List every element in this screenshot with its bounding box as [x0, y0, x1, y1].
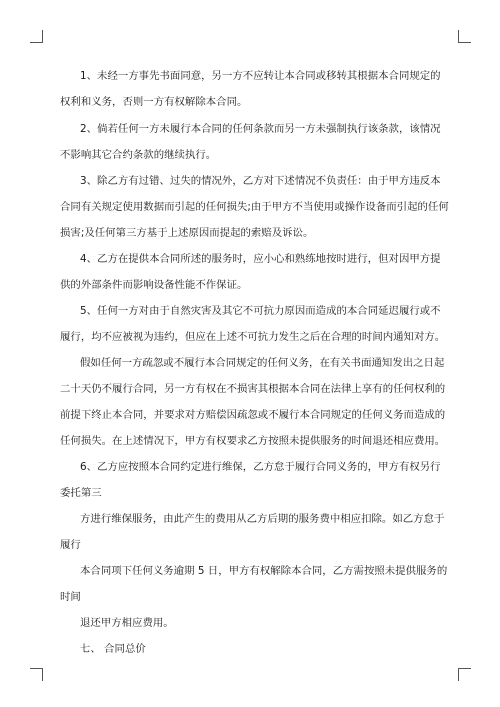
section-heading: 七、 合同总价: [80, 643, 146, 655]
text-line: 不影响其它合约条款的继续执行。: [60, 149, 217, 161]
text-line: 履行，均不应被视为违约，但应在上述不可抗力发生之后在合理的时间内通知对方。: [60, 331, 446, 343]
text-line: 4、乙方在提供本合同所述的服务时，应小心和熟练地按时进行，但对因甲方提: [80, 253, 441, 265]
text-line: 1、未经一方事先书面同意，另一方不应转让本合同或移转其根据本合同规定的: [80, 70, 441, 82]
text-line: 本合同项下任何义务逾期 5 日，甲方有权解除本合同，乙方需按照未提供服务的: [80, 565, 448, 577]
text-line: 3、除乙方有过错、过失的情况外，乙方对下述情况不负责任：由于甲方违反本: [80, 175, 441, 187]
text-line: 假如任何一方疏忽或不履行本合同规定的任何义务，在有关书面通知发出之日起: [80, 357, 445, 369]
crop-mark-top-right: [458, 30, 471, 43]
text-line: 供的外部条件而影响设备性能不作保证。: [60, 279, 248, 291]
text-line: 损害;及任何第三方基于上述原因而提起的索赔及诉讼。: [60, 227, 314, 239]
text-line: 合同有关规定使用数据而引起的任何损失;由于甲方不当使用或操作设备而引起的任何: [60, 201, 449, 213]
text-line: 2、倘若任何一方未履行本合同的任何条款而另一方未强制执行该条款，该情况: [80, 123, 441, 135]
text-line: 委托第三: [60, 487, 102, 499]
text-line: 任何损失。在上述情况下，甲方有权要求乙方按照未提供服务的时间退还相应费用。: [60, 435, 446, 447]
text-line: 履行: [60, 539, 81, 551]
text-line: 方进行维保服务，由此产生的费用从乙方后期的服务费中相应扣除。如乙方怠于: [80, 513, 445, 525]
text-line: 5、任何一方对由于自然灾害及其它不可抗力原因而造成的本合同延迟履行或不: [80, 305, 441, 317]
crop-mark-bottom-right: [458, 668, 471, 681]
text-line: 时间: [60, 591, 81, 603]
text-line: 二十天仍不履行合同，另一方有权在不损害其根据本合同在法律上享有的任何权利的: [60, 383, 446, 395]
text-line: 前提下终止本合同，并要求对方赔偿因疏忽或不履行本合同规定的任何义务而造成的: [60, 409, 446, 421]
crop-mark-bottom-left: [30, 668, 43, 681]
text-line: 权利和义务，否则一方有权解除本合同。: [60, 96, 248, 108]
text-line: 退还甲方相应费用。: [80, 617, 174, 629]
crop-mark-top-left: [30, 30, 43, 43]
text-line: 6、乙方应按照本合同约定进行维保，乙方怠于履行合同义务的，甲方有权另行: [80, 461, 441, 473]
